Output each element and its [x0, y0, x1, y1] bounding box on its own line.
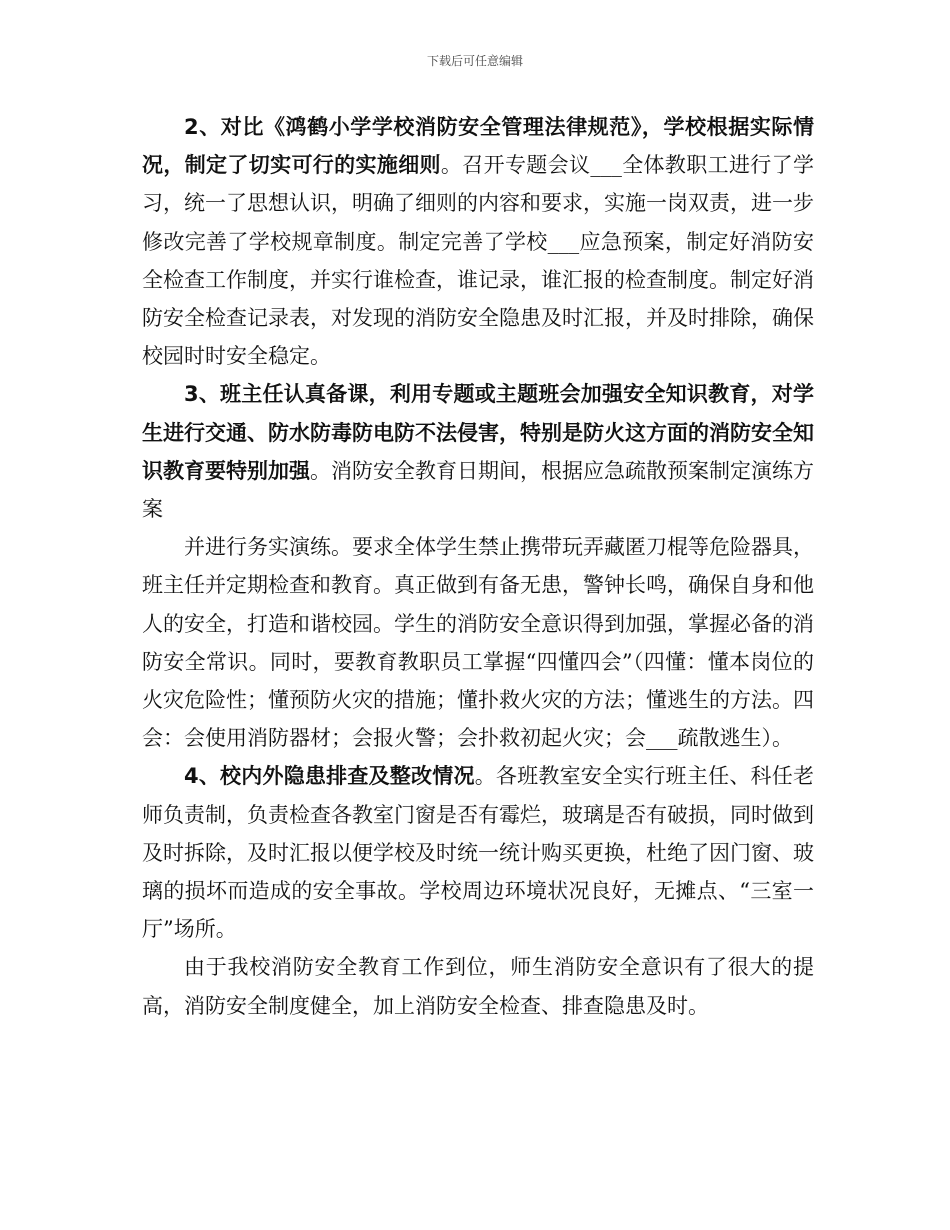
page-header: 下载后可任意编辑: [426, 54, 523, 68]
paragraph-text: 并进行务实演练。要求全体学生禁止携带玩弄藏匿刀棍等危险器具，班主任并定期检查和教育。真正做到有备无患，警钟长鸣，确保自身和他人的安全，打造和谐校园。学生的消防安全意识得到加强，掌握必备的消防安全常识。同时，要教育教职员工掌握“四懂四会”（四懂：懂本岗位的火灾危险性；懂预防火灾的措施；懂扑救火灾的方法；懂逃生的方法。四会：会使用消防器材；会报火警；会扑救初起火灾；会___疏散逃生）。: [142, 535, 814, 751]
paragraph-text: 由于我校消防安全教育工作到位，师生消防安全意识有了很大的提高，消防安全制度健全，加上消防安全检查、排查隐患及时。: [142, 955, 814, 1018]
paragraph-fire-safety-rules: [142, 108, 814, 375]
paragraph-safety-education: [142, 375, 814, 528]
paragraph-text: 。召开专题会议___全体教职工进行了学习，统一了思想认识，明确了细则的内容和要求，实施一岗双责，进一步修改完善了学校规章制度。制定完善了学校___应急预案，制定好消防安全检查工作制度，并实行谁检查，谁记录，谁汇报的检查制度。制定好消防安全检查记录表，对发现的消防安全隐患及时汇报，并及时排除，确保校园时时安全稳定。: [142, 153, 815, 369]
paragraph-heading: 4、校内外隐患排查及整改情况: [184, 764, 475, 789]
paragraph-drill: [142, 528, 814, 757]
paragraph-heading: 2、对比《鸿鹤小学学校消防安全管理法律规范》，学校根据实际情况，制定了切实可行的实施细则: [142, 115, 814, 178]
paragraph-conclusion: [142, 948, 814, 1024]
paragraph-heading: 3、班主任认真备课，利用专题或主题班会加强安全知识教育，对学生进行交通、防水防毒防电防不法侵害，特别是防火这方面的消防安全知识教育要特别加强: [142, 382, 814, 483]
document-body: [142, 108, 814, 1025]
paragraph-hazard-inspection: [142, 757, 814, 948]
paragraph-text: 。消防安全教育日期间，根据应急疏散预案制定演练方案: [142, 458, 814, 522]
paragraph-text: 。各班教室安全实行班主任、科任老师负责制，负责检查各教室门窗是否有霉烂，玻璃是否有破损，同时做到及时拆除，及时汇报以便学校及时统一统计购买更换，杜绝了因门窗、玻璃的损坏而造成的安全事故。学校周边环境状况良好，无摊点、“三室一厅”场所。: [142, 764, 814, 942]
